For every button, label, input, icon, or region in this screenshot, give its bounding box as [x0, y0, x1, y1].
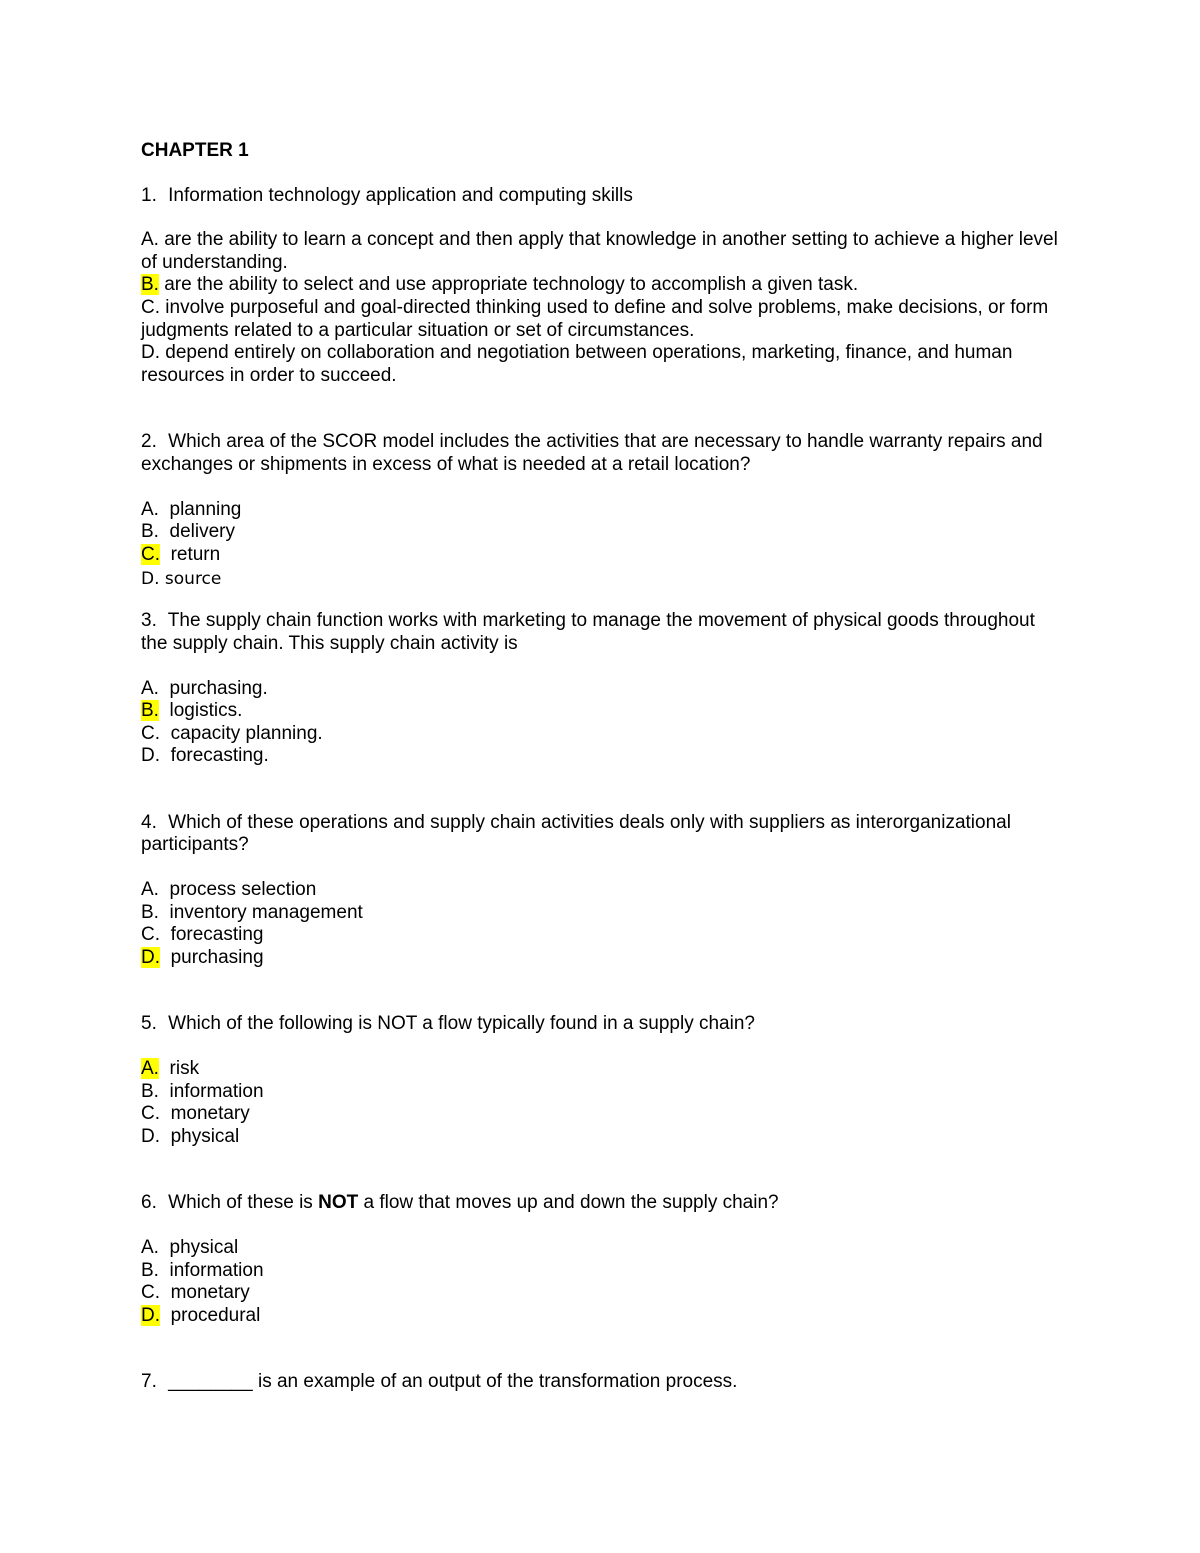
- option-c: [141, 297, 1061, 342]
- option-list: [141, 499, 1061, 593]
- option-text: logistics.: [169, 700, 243, 722]
- question-number: 4.: [141, 811, 157, 833]
- option-letter: C.: [141, 296, 160, 318]
- question-5: [141, 1013, 1061, 1148]
- spacer: [141, 387, 1061, 431]
- question-stem: [141, 812, 1061, 857]
- option-a: [141, 1237, 1061, 1260]
- option-letter: A.: [141, 229, 159, 251]
- question-stem: [141, 1371, 1061, 1394]
- option-text: delivery: [169, 521, 235, 543]
- question-7: [141, 1371, 1061, 1394]
- option-text: capacity planning.: [170, 722, 323, 744]
- option-letter: A.: [141, 677, 159, 699]
- option-letter: A.: [141, 498, 159, 520]
- question-text: a flow that moves up and down the supply chain?: [363, 1192, 779, 1214]
- option-text: physical: [170, 1125, 240, 1147]
- question-6: [141, 1192, 1061, 1327]
- option-letter: D.: [141, 745, 160, 767]
- option-letter: A.: [141, 879, 159, 901]
- option-text: process selection: [169, 879, 317, 901]
- question-3: [141, 610, 1061, 768]
- option-letter: D.: [141, 569, 160, 590]
- question-text: is an example of an output of the transformation process.: [257, 1371, 738, 1393]
- option-d: [141, 342, 1061, 387]
- question-number: 2.: [141, 431, 157, 453]
- option-list: [141, 1058, 1061, 1148]
- question-stem: [141, 1013, 1061, 1036]
- option-a: [141, 229, 1061, 274]
- option-text: physical: [169, 1237, 239, 1258]
- option-text: are the ability to learn a concept and then apply that knowledge in another setting to achieve a higher level of understanding.: [141, 229, 1058, 273]
- option-text: forecasting.: [170, 745, 269, 767]
- option-c: [141, 1103, 1061, 1126]
- spacer: [141, 592, 1061, 610]
- question-number: 3.: [141, 610, 157, 632]
- question-text: Information technology application and computing skills: [168, 184, 633, 206]
- question-number: 6.: [141, 1192, 157, 1214]
- chapter-title: CHAPTER 1: [141, 140, 249, 161]
- option-letter-highlighted: C.: [141, 543, 160, 565]
- option-b: [141, 700, 1061, 723]
- option-b: [141, 1081, 1061, 1104]
- option-text: information: [169, 1259, 264, 1281]
- option-letter: B.: [141, 901, 159, 923]
- option-b: [141, 1260, 1061, 1283]
- question-4: [141, 812, 1061, 970]
- answer-blank: ________: [168, 1371, 253, 1393]
- option-b: [141, 274, 1061, 297]
- option-c: [141, 723, 1061, 746]
- question-stem: [141, 610, 1061, 655]
- option-text: information: [169, 1080, 264, 1102]
- spacer: [141, 768, 1061, 812]
- option-letter: B.: [141, 1080, 159, 1102]
- option-text: purchasing.: [169, 677, 268, 699]
- question-text: Which of these operations and supply chain activities deals only with suppliers as interorganizational participants?: [141, 811, 1011, 856]
- spacer: [141, 1327, 1061, 1371]
- option-a: [141, 678, 1061, 701]
- question-text: Which of the following is NOT a flow typically found in a supply chain?: [168, 1013, 755, 1035]
- option-a: [141, 1058, 1061, 1081]
- question-stem: [141, 185, 1061, 208]
- option-letter: D.: [141, 1125, 160, 1147]
- option-letter-highlighted: B.: [141, 274, 159, 296]
- option-text: inventory management: [169, 901, 363, 923]
- option-list: [141, 678, 1061, 768]
- option-d: [141, 1305, 1061, 1328]
- option-d: [141, 745, 1061, 768]
- option-c: [141, 924, 1061, 947]
- question-number: 5.: [141, 1013, 157, 1035]
- option-a: [141, 499, 1061, 522]
- question-text: Which area of the SCOR model includes the activities that are necessary to handle warranty repairs and exchanges or shipments in excess of what is needed at a retail location?: [141, 431, 1043, 475]
- question-number: 7.: [141, 1371, 157, 1393]
- option-d: [141, 566, 1061, 592]
- spacer: [141, 969, 1061, 1013]
- option-letter: D.: [141, 342, 160, 364]
- option-text: planning: [169, 498, 242, 520]
- question-text: The supply chain function works with marketing to manage the movement of physical goods throughout the supply chain. This supply chain activity is: [141, 610, 1035, 654]
- question-stem: [141, 431, 1061, 476]
- question-stem: [141, 1192, 1061, 1215]
- option-letter: A.: [141, 1237, 159, 1258]
- option-text: risk: [169, 1058, 200, 1080]
- option-letter-highlighted: D.: [141, 946, 160, 968]
- option-d: [141, 947, 1061, 970]
- option-letter: C.: [141, 1282, 160, 1304]
- option-text: source: [164, 569, 222, 590]
- spacer: [141, 1148, 1061, 1192]
- option-a: [141, 879, 1061, 902]
- option-letter: C.: [141, 1103, 160, 1125]
- option-text: procedural: [170, 1304, 261, 1326]
- option-text: involve purposeful and goal-directed thinking used to define and solve problems, make decisions, or form judgments related to a particular situation or set of circumstances.: [141, 296, 1049, 341]
- option-c: [141, 544, 1061, 567]
- option-c: [141, 1282, 1061, 1305]
- option-text: monetary: [170, 1103, 250, 1125]
- option-text: are the ability to select and use appropriate technology to accomplish a given task.: [164, 274, 859, 296]
- question-1: [141, 185, 1061, 388]
- option-letter: B.: [141, 1259, 159, 1281]
- question-text: Which of these is: [168, 1192, 313, 1214]
- option-d: [141, 1126, 1061, 1149]
- question-number: 1.: [141, 184, 157, 206]
- option-letter: B.: [141, 521, 159, 543]
- option-text: monetary: [170, 1282, 250, 1304]
- option-text: purchasing: [170, 946, 264, 968]
- question-2: [141, 431, 1061, 592]
- question-text-emphasis: NOT: [318, 1192, 359, 1214]
- option-letter-highlighted: A.: [141, 1058, 159, 1080]
- document-page: [141, 140, 1061, 1416]
- option-list: [141, 229, 1061, 387]
- option-letter: C.: [141, 924, 160, 946]
- option-b: [141, 521, 1061, 544]
- option-text: return: [170, 543, 221, 565]
- option-letter-highlighted: D.: [141, 1304, 160, 1326]
- option-list: [141, 879, 1061, 969]
- option-list: [141, 1237, 1061, 1327]
- option-letter: C.: [141, 722, 160, 744]
- option-text: depend entirely on collaboration and negotiation between operations, marketing, finance, and human resources in order to succeed.: [141, 342, 1013, 386]
- option-letter-highlighted: B.: [141, 700, 159, 722]
- option-b: [141, 902, 1061, 925]
- option-text: forecasting: [170, 924, 264, 946]
